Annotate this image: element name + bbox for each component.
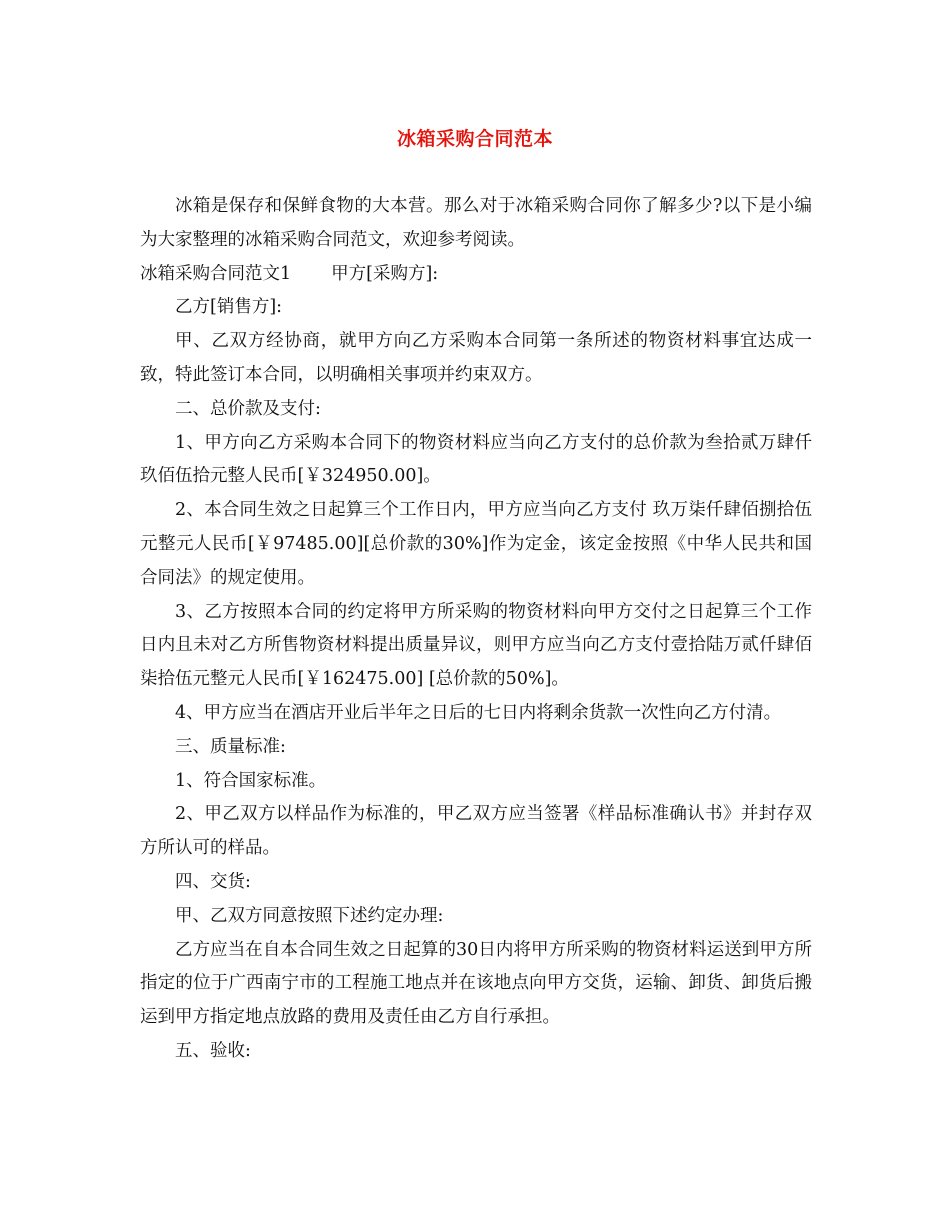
section-4-heading: 四、交货: [175,871,251,892]
document-title: 冰箱采购合同范本 [396,128,553,150]
section-2-heading: 二、总价款及支付: [175,398,321,419]
section-4-body: 乙方应当在自本合同生效之日起算的30日内将甲方所采购的物资材料运送到甲方所指定的位于广西南宁市的工程施工地点并在该地点向甲方交货，运输、卸货、卸货后搬运到甲方指定地点放路的费用及责任由乙方自行承担。 [140,939,812,1028]
section-4-intro: 甲、乙双方同意按照下述约定办理: [175,905,444,926]
section-3-item-2: 2、甲乙双方以样品作为标准的，甲乙双方应当签署《样品标准确认书》并封存双方所认可的样品。 [140,804,812,859]
section-2-item-2: 2、本合同生效之日起算三个工作日内，甲方应当向乙方支付 玖万柒仟肆佰捌拾伍元整元人民币[￥97485.00][总价款的30%]作为定金，该定金按照《中华人民共和国合同法》的规定使用。 [140,500,812,588]
section-3-item-1: 1、符合国家标准。 [175,770,327,791]
section-5-heading: 五、验收: [175,1040,251,1061]
sample-label: 冰箱采购合同范文1 [140,263,292,284]
preamble-paragraph: 甲、乙双方经协商，就甲方向乙方采购本合同第一条所述的物资材料事宜达成一致，特此签订本合同，以明确相关事项并约束双方。 [140,331,812,385]
section-2-item-4: 4、甲方应当在酒店开业后半年之日后的七日内将剩余货款一次性向乙方付清。 [175,702,782,723]
section-2-item-3: 3、乙方按照本合同的约定将甲方所采购的物资材料向甲方交付之日起算三个工作日内且未对乙方所售物资材料提出质量异议，则甲方应当向乙方支付壹拾陆万贰仟肆佰柒拾伍元整元人民币[￥162475.00] [总价款的50%]。 [140,601,812,690]
intro-paragraph: 冰箱是保存和保鲜食物的大本营。那么对于冰箱采购合同你了解多少?以下是小编为大家整理的冰箱采购合同范文，欢迎参考阅读。 [140,196,812,250]
party-a-label: 甲方[采购方]: [331,263,439,284]
section-2-item-1: 1、甲方向乙方采购本合同下的物资材料应当向乙方支付的总价款为叁拾贰万肆仟玖佰伍拾元整人民币[￥324950.00]。 [140,432,812,487]
party-b-label: 乙方[销售方]: [175,297,283,318]
section-3-heading: 三、质量标准: [175,736,286,757]
document-body [140,190,812,1069]
sample-line [140,258,812,292]
